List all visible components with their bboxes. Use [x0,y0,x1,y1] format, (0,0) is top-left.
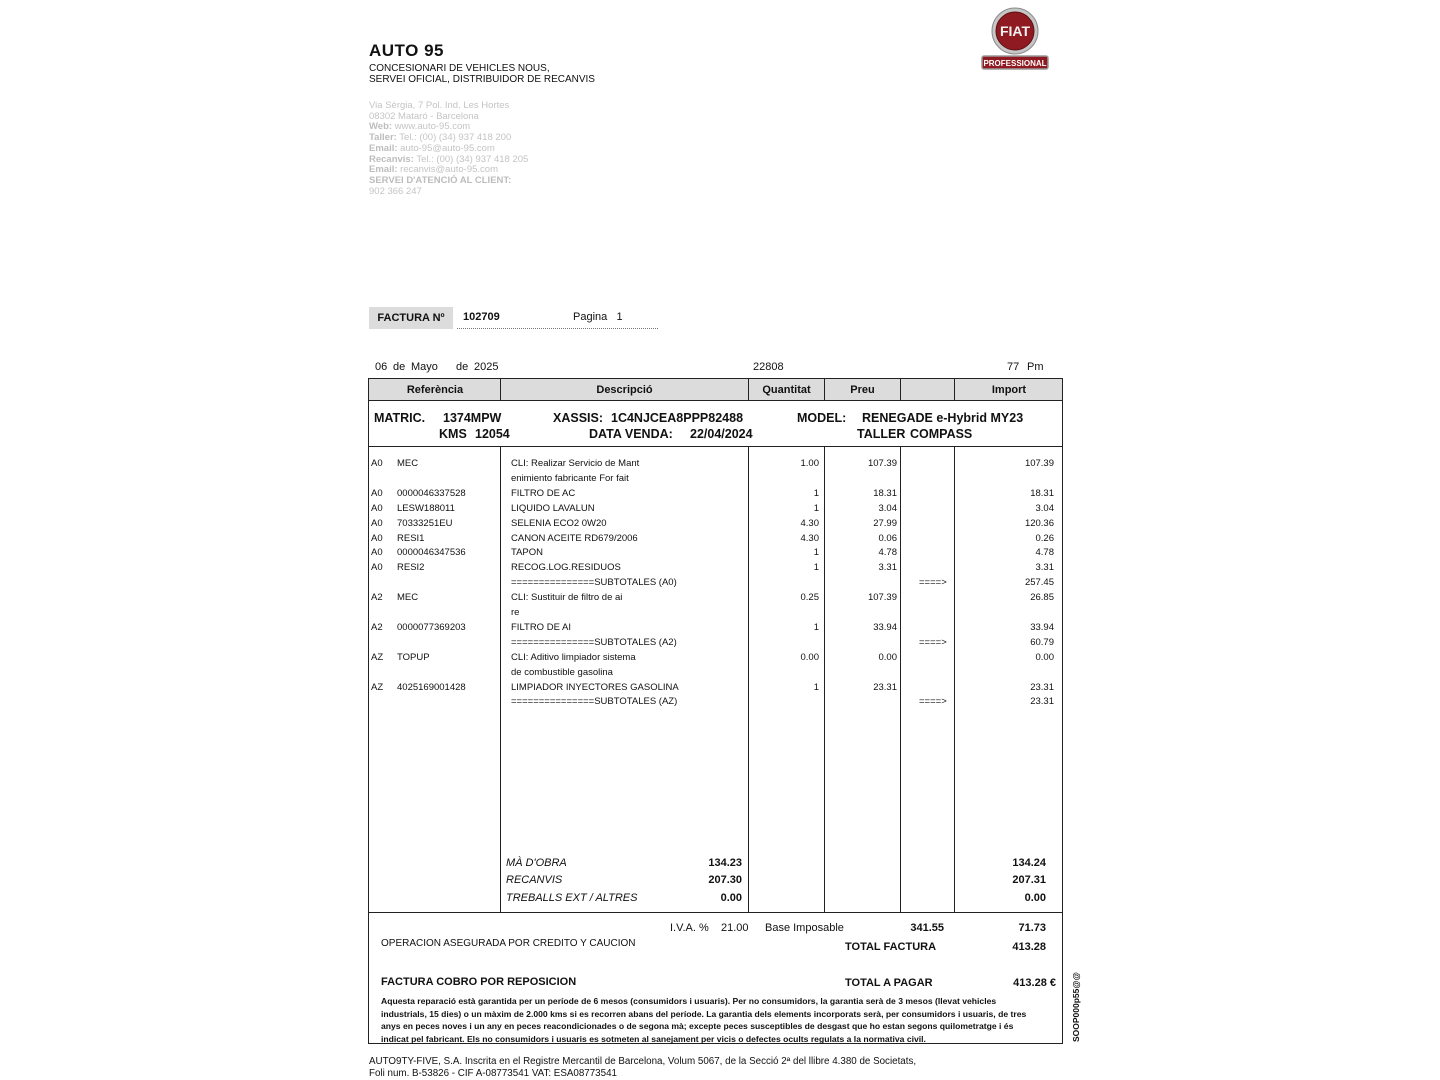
line-quantity: 1 [813,562,819,574]
line-price: 3.31 [878,562,897,574]
line-item-row [0,575,1440,590]
line-item-row [0,560,1440,575]
address-line-2: 08302 Mataró - Barcelona [369,110,479,122]
header-divider [900,379,901,401]
line-amount: 26.85 [1030,592,1054,604]
legal-line-1: AUTO9TY-FIVE, S.A. Inscrita en el Registre Mercantil de Barcelona, Volum 5067, de la Secció 2ª del llibre 4.380 de Societats, [369,1056,917,1067]
line-reference: 0000077369203 [397,621,466,633]
legal-footer [369,1056,916,1079]
line-price: 33.94 [873,621,897,633]
line-subtotal-arrow: ====> [919,577,947,589]
line-item-row [0,650,1440,665]
line-section: A0 [371,502,383,514]
invoice-number: 102709 [463,311,500,323]
recanvis-label: Recanvis: [369,153,414,165]
date-month: Mayo [411,361,438,373]
line-quantity: 1 [813,621,819,633]
parts-amount: 207.31 [1012,874,1046,886]
line-quantity: 0.25 [800,592,819,604]
parts-label: RECANVIS [506,874,563,886]
line-price: 107.39 [867,592,897,604]
line-amount: 33.94 [1030,621,1054,633]
service-label: SERVEI D'ATENCIÓ AL CLIENT: [369,174,512,186]
line-description: TAPON [511,547,544,559]
header-divider [954,379,955,401]
line-description: ===============SUBTOTALES (A2) [511,636,677,648]
total-due-label: TOTAL A PAGAR [845,977,933,989]
date-de-2: de [456,361,469,373]
kms-label: KMS [439,427,467,441]
line-item-row [0,471,1440,486]
line-description: FILTRO DE AC [511,487,576,499]
total-invoice-value: 413.28 [1012,941,1046,953]
line-price: 0.06 [878,532,897,544]
line-subtotal-arrow: ====> [919,636,947,648]
taller-value: COMPASS [910,427,973,441]
line-section: A2 [371,592,383,604]
external-work-value: 0.00 [720,892,742,904]
header-divider [824,379,825,401]
line-item-row [0,456,1440,471]
line-price: 4.78 [878,547,897,559]
company-subtitle [369,63,595,85]
legal-line-2: Foli num. B-53826 - CIF A-08773541 VAT: ESA08773541 [369,1067,617,1079]
line-section: A0 [371,458,383,469]
company-name: AUTO 95 [369,41,444,60]
email2-label: Email: [369,164,398,176]
line-reference: TOPUP [397,651,430,663]
column-header-reference: Referència [406,384,464,396]
company-address-block [369,101,528,197]
line-price: 107.39 [867,458,897,469]
side-reference-code: SOOP000p55@@ [1071,972,1081,1042]
line-amount: 120.36 [1024,517,1054,529]
line-section: AZ [371,651,384,663]
line-reference: RESI1 [397,532,425,544]
line-description: FILTRO DE AI [511,621,572,633]
line-reference: MEC [397,458,419,469]
line-price: 18.31 [873,487,897,499]
vehicle-info-separator [369,446,1062,447]
model-value: RENEGADE e-Hybrid MY23 [862,411,1024,425]
line-description: ===============SUBTOTALES (AZ) [511,696,678,708]
page-number: 1 [616,311,623,323]
email-value: auto-95@auto-95.com [400,142,495,154]
line-quantity: 1 [813,502,819,514]
line-section: A0 [371,517,383,529]
labor-amount: 134.24 [1012,857,1046,869]
line-description: CLI: Realizar Servicio de Mant [511,458,640,469]
email2-value: recanvis@auto-95.com [400,164,498,176]
labor-label: MÀ D'OBRA [506,857,567,869]
total-due-value: 413.28 € [1013,977,1056,989]
model-label: MODEL: [797,411,847,425]
web-value: www.auto-95.com [394,121,471,133]
line-item-row [0,694,1440,709]
line-reference: 4025169001428 [397,681,466,693]
line-price: 27.99 [873,517,897,529]
line-section: A0 [371,562,383,574]
line-item-row [0,545,1440,560]
line-section: A0 [371,532,383,544]
sale-date-label: DATA VENDA: [589,427,673,441]
ref-number: 77 [1007,361,1020,373]
line-description: de combustible gasolina [511,666,613,678]
date-day: 06 [375,361,388,373]
line-description: CLI: Aditivo limpiador sistema [511,651,636,663]
logo-text: FIAT [999,23,1031,39]
line-item-row [0,635,1440,650]
logo-subtext: PROFESSIONAL [983,59,1047,68]
labor-value: 134.23 [708,857,742,869]
line-reference: 0000046337528 [397,487,466,499]
line-amount: 257.45 [1024,577,1054,589]
line-description: LIQUIDO LAVALUN [511,502,595,514]
column-header-amount: Import [991,384,1027,396]
line-description: SELENIA ECO2 0W20 [511,517,607,529]
line-quantity: 4.30 [800,517,819,529]
line-price: 23.31 [873,681,897,693]
line-description: RECOG.LOG.RESIDUOS [511,562,621,574]
recanvis-phone: Tel.: (00) (34) 937 418 205 [416,153,529,165]
line-quantity: 1 [813,547,819,559]
column-header-description: Descripció [596,384,653,396]
insured-operation-note: OPERACION ASEGURADA POR CREDITO Y CAUCION [381,938,636,949]
page-indicator [573,311,623,323]
xassis-value: 1C4NJCEA8PPP82488 [611,411,744,425]
taller-phone: Tel.: (00) (34) 937 418 200 [399,132,512,144]
matric-label: MATRIC. [374,411,426,425]
taller-label: Taller: [369,132,397,144]
iva-amount: 71.73 [1018,922,1046,934]
line-reference: RESI2 [397,562,425,574]
xassis-label: XASSIS: [553,411,604,425]
line-item-row [0,590,1440,605]
line-item-row [0,531,1440,546]
company-subtitle-line-1: CONCESIONARI DE VEHICLES NOUS, [369,63,550,74]
base-label: Base Imposable [765,922,844,934]
line-item-row [0,605,1440,620]
line-description: ===============SUBTOTALES (A0) [511,577,677,589]
line-amount: 3.04 [1035,502,1054,514]
line-amount: 0.26 [1035,532,1054,544]
line-section: A2 [371,621,383,633]
line-amount: 23.31 [1030,696,1054,708]
line-amount: 0.00 [1035,651,1054,663]
line-amount: 3.31 [1035,562,1054,574]
line-description: CLI: Sustituir de filtro de ai [511,592,623,604]
line-quantity: 1.00 [800,458,819,469]
line-quantity: 1 [813,487,819,499]
line-item-row [0,501,1440,516]
line-reference: 70333251EU [397,517,453,529]
line-amount: 18.31 [1030,487,1054,499]
company-subtitle-line-2: SERVEI OFICIAL, DISTRIBUIDOR DE RECANVIS [369,74,595,85]
line-amount: 60.79 [1030,636,1054,648]
line-reference: 0000046347536 [397,547,466,559]
web-label: Web: [369,121,393,133]
taller-label-vehicle: TALLER [857,427,906,441]
warranty-text: Aquesta reparació està garantida per un període de 6 mesos (consumidors i usuaris). Per no consumidors, la garantia serà de 3 mesos (llevat vehicles industrials, 15 dies) o un màxim de 2.000 kms si es recorren abans del període. La garantia dels elements incorporats serà, per consumidors i usuaris, de tres anys en peces noves i un any en peces reacondicionades o de segona mà; excepte peces susceptibles de desgast que ho estan segons quilometratge i és indicat pel fabricant. Els no consumidors i usuaris es sotmeten al sanejament per vicis o defectes ocults regulats a la normativa civil. [381,996,1027,1044]
line-item-row [0,516,1440,531]
line-description: enimiento fabricante For fait [511,472,629,484]
line-quantity: 1 [813,681,819,693]
line-reference: LESW188011 [397,502,455,514]
line-description: CANON ACEITE RD679/2006 [511,532,638,544]
line-subtotal-arrow: ====> [919,696,947,708]
line-amount: 107.39 [1024,458,1054,469]
date-de-1: de [393,361,406,373]
fiat-professional-logo [979,5,1051,73]
work-order-code: 22808 [753,361,784,373]
iva-label: I.V.A. % [670,922,709,934]
external-work-amount: 0.00 [1024,892,1046,904]
matric-value: 1374MPW [443,411,502,425]
email-label: Email: [369,142,398,154]
ref-code: Pm [1027,361,1044,373]
invoice-number-label: FACTURA Nº [369,307,453,329]
line-section: A0 [371,547,383,559]
line-price: 3.04 [878,502,897,514]
total-invoice-label: TOTAL FACTURA [845,941,937,953]
column-header-quantity: Quantitat [762,384,811,396]
external-work-label: TREBALLS EXT / ALTRES [506,892,638,904]
line-description: LIMPIADOR INYECTORES GASOLINA [511,681,679,693]
line-quantity: 0.00 [800,651,819,663]
address-line-1: Via Sèrgia, 7 Pol. Ind. Les Hortes [369,100,510,111]
line-quantity: 4.30 [800,532,819,544]
service-phone: 902 366 247 [369,185,422,197]
base-value: 341.55 [910,922,944,934]
line-item-row [0,665,1440,680]
parts-value: 207.30 [708,874,742,886]
date-year: 2025 [474,361,499,373]
line-amount: 23.31 [1030,681,1054,693]
kms-value: 12054 [475,427,510,441]
header-divider [748,379,749,401]
page-label: Pagina [573,311,608,323]
line-item-row [0,680,1440,695]
line-item-row [0,620,1440,635]
header-divider [500,379,501,401]
line-amount: 4.78 [1035,547,1054,559]
line-item-row [0,486,1440,501]
line-price: 0.00 [878,651,897,663]
line-section: A0 [371,487,383,499]
line-description: re [511,607,520,618]
iva-rate: 21.00 [721,922,749,934]
line-reference: MEC [397,592,419,604]
column-header-price: Preu [850,384,875,396]
invoice-number-underline [457,328,658,329]
collection-note: FACTURA COBRO POR REPOSICION [381,976,577,988]
line-section: AZ [371,681,384,693]
sale-date-value: 22/04/2024 [690,427,753,441]
totals-separator [369,912,1062,913]
